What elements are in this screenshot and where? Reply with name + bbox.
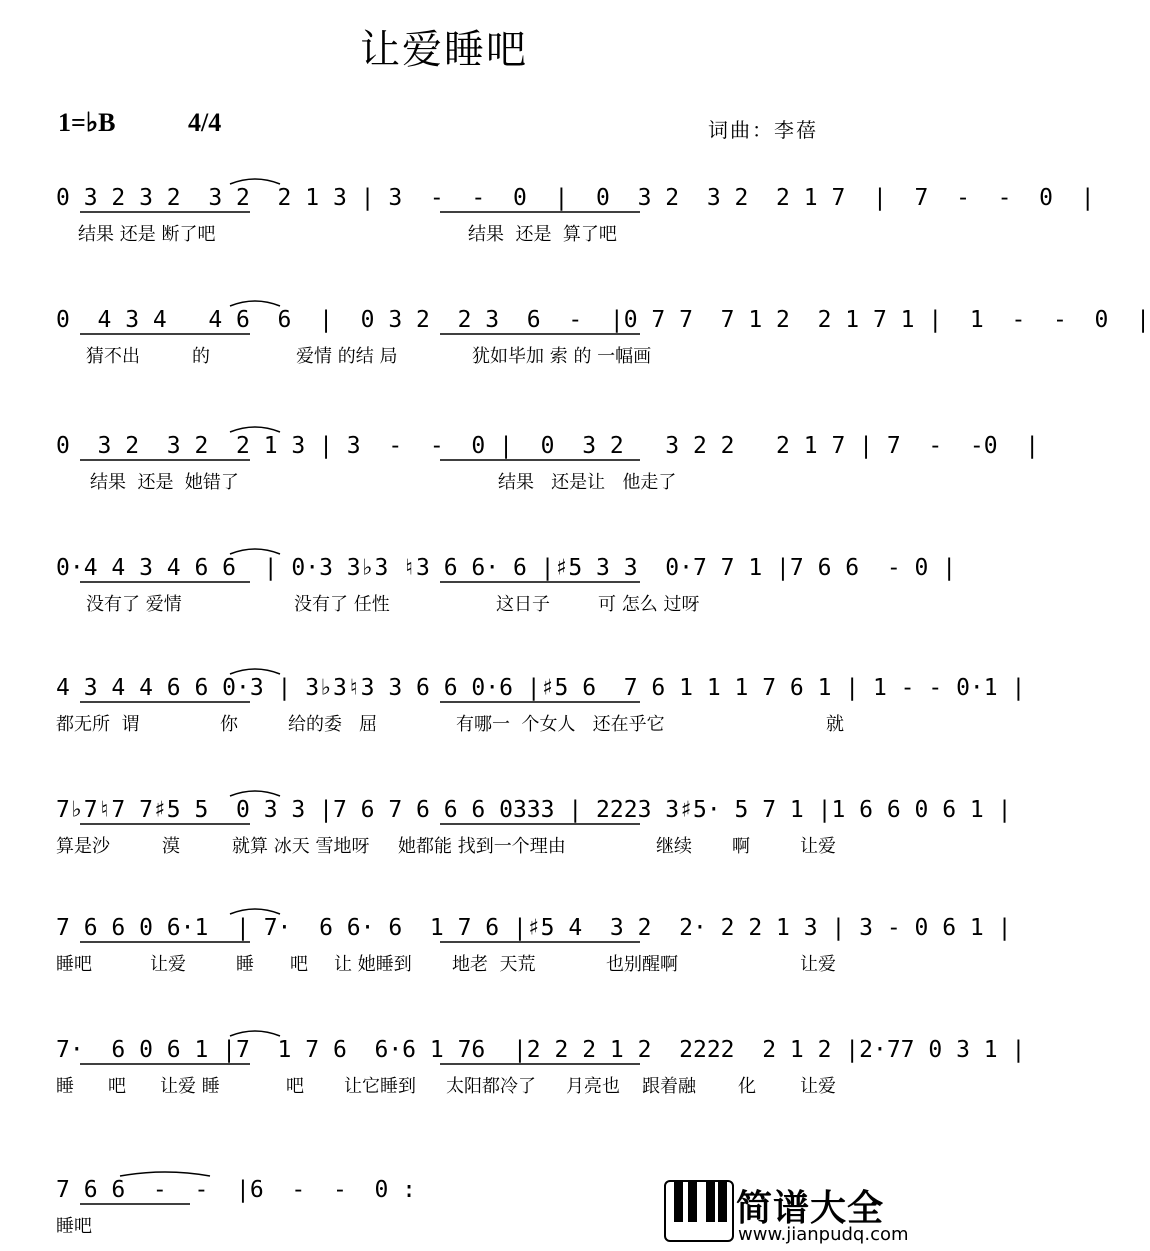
notes-text: 0·4 4 3 4 6 6 | 0·3 3♭3 ♮3 6 6· 6 |♯5 3 3 0·7 7 1 |7 6 6 - 0 | (56, 555, 957, 581)
slur-arc (230, 301, 280, 306)
lyric-segment: 就算 冰天 雪地呀 (232, 836, 370, 857)
lyric-segment: 的 (192, 346, 210, 367)
notes-text: 0 3 2 3 2 2 1 3 | 3 - - 0 | 0 3 2 3 2 2 2 1 7 | 7 - -0 | (56, 433, 1040, 459)
piano-keys-icon (664, 1180, 734, 1242)
lyric-segment: 结果 还是 她错了 (90, 472, 239, 493)
beams-and-slurs (0, 426, 888, 470)
lyric-segment: 睡吧 (56, 954, 92, 975)
lyric-segment: 太阳都冷了 (446, 1076, 536, 1097)
beams-and-slurs (0, 790, 888, 834)
lyric-line (0, 342, 888, 372)
notes-text: 7 6 6 0 6·1 | 7· 6 6· 6 1 7 6 |♯5 4 3 2 2· 2 2 1 3 | 3 - 0 6 1 | (56, 915, 1012, 941)
beams-and-slurs (0, 300, 888, 344)
lyric-segment: 有哪一 个女人 还在乎它 (456, 714, 665, 735)
lyric-segment: 吧 (108, 1076, 126, 1097)
lyric-segment: 爱情 的结 局 (296, 346, 398, 367)
lyric-line (0, 1072, 888, 1102)
jianpu-site-logo (664, 1180, 909, 1248)
lyric-segment: 她都能 找到一个理由 (398, 836, 566, 857)
lyric-line (0, 220, 888, 250)
lyric-segment: 可 怎么 过呀 (598, 594, 700, 615)
lyric-line (0, 832, 888, 862)
time-signature: 4/4 (188, 108, 222, 137)
slur-arc (230, 791, 280, 796)
lyric-segment: 让爱 (150, 954, 186, 975)
lyric-segment: 月亮也 (566, 1076, 620, 1097)
slur-arc (120, 1172, 210, 1176)
lyric-segment: 没有了 爱情 (86, 594, 182, 615)
lyric-segment: 都无所 谓 (56, 714, 140, 735)
lyric-segment: 给的委 屈 (288, 714, 378, 735)
lyric-segment: 让爱 (800, 836, 836, 857)
lyric-segment: 化 (738, 1076, 756, 1097)
lyricist-composer-credit: 词曲：李蓓 (708, 118, 818, 142)
lyric-segment: 啊 (732, 836, 750, 857)
lyric-segment: 睡 (236, 954, 254, 975)
slur-arc (230, 1031, 280, 1036)
lyric-segment: 结果 还是 算了吧 (468, 224, 617, 245)
lyric-segment: 就 (826, 714, 844, 735)
lyric-segment: 你 (220, 714, 238, 735)
beams-and-slurs (0, 908, 888, 952)
lyric-segment: 让 她睡到 (334, 954, 412, 975)
beams-and-slurs (0, 178, 888, 222)
lyric-segment: 吧 (290, 954, 308, 975)
lyric-line (0, 710, 888, 740)
slur-arc (230, 549, 280, 554)
lyric-segment: 没有了 任性 (294, 594, 390, 615)
notes-text: 7♭7♮7 7♯5 5 0 3 3 |7 6 7 6 6 6 0333 | 2223 3♯5· 5 7 1 |1 6 6 0 6 1 | (56, 797, 1012, 823)
lyric-segment: 跟着融 (642, 1076, 696, 1097)
lyric-segment: 算是沙 (56, 836, 110, 857)
lyric-segment: 也别醒啊 (606, 954, 678, 975)
beams-and-slurs (0, 668, 888, 712)
lyric-segment: 漠 (162, 836, 180, 857)
lyric-segment: 让爱 (800, 1076, 836, 1097)
lyric-line (0, 590, 888, 620)
lyric-segment: 让爱 (800, 954, 836, 975)
lyric-segment: 让它睡到 (344, 1076, 416, 1097)
lyric-segment: 猜不出 (86, 346, 140, 367)
notes-text: 4 3 4 4 6 6 0·3 | 3♭3♮3 3 6 6 0·6 |♯5 6 7 6 1 1 1 7 6 1 | 1 - - 0·1 | (56, 675, 1026, 701)
notes-text: 0 4 3 4 4 6 6 | 0 3 2 2 3 6 - |0 7 7 7 1 2 2 1 7 1 | 1 - - 0 | (56, 307, 1150, 333)
lyric-segment: 结果 还是让 他走了 (498, 472, 677, 493)
song-title: 让爱睡吧 (360, 27, 528, 73)
logo-title: 简谱大全 (736, 1188, 885, 1229)
lyric-segment: 地老 天荒 (452, 954, 536, 975)
lyric-segment: 这日子 (496, 594, 550, 615)
lyric-line (0, 950, 888, 980)
lyric-segment: 让爱 睡 (160, 1076, 220, 1097)
lyric-segment: 犹如毕加 索 的 一幅画 (472, 346, 652, 367)
slur-arc (230, 669, 280, 674)
notes-text: 7· 6 0 6 1 |7 1 7 6 6·6 1 76 |2 2 2 1 2 2222 2 1 2 |2·77 0 3 1 | (56, 1037, 1026, 1063)
notes-text: 0 3 2 3 2 3 2 2 1 3 | 3 - - 0 | 0 3 2 3 2 2 1 7 | 7 - - 0 | (56, 185, 1095, 211)
lyric-segment: 睡 (56, 1076, 74, 1097)
slur-arc (230, 179, 280, 184)
lyric-line (0, 468, 888, 498)
notes-text: 7 6 6 - - |6 - - 0 : (56, 1177, 417, 1203)
lyric-segment: 吧 (286, 1076, 304, 1097)
slur-arc (230, 427, 280, 432)
beams-and-slurs (0, 1030, 888, 1074)
slur-arc (230, 909, 280, 914)
lyric-segment: 继续 (656, 836, 692, 857)
lyric-segment: 睡吧 (56, 1216, 92, 1237)
lyric-segment: 结果 还是 断了吧 (78, 224, 216, 245)
key-signature: 1=♭B (58, 108, 116, 137)
beams-and-slurs (0, 548, 888, 592)
logo-url: www.jianpudq.com (738, 1224, 909, 1245)
